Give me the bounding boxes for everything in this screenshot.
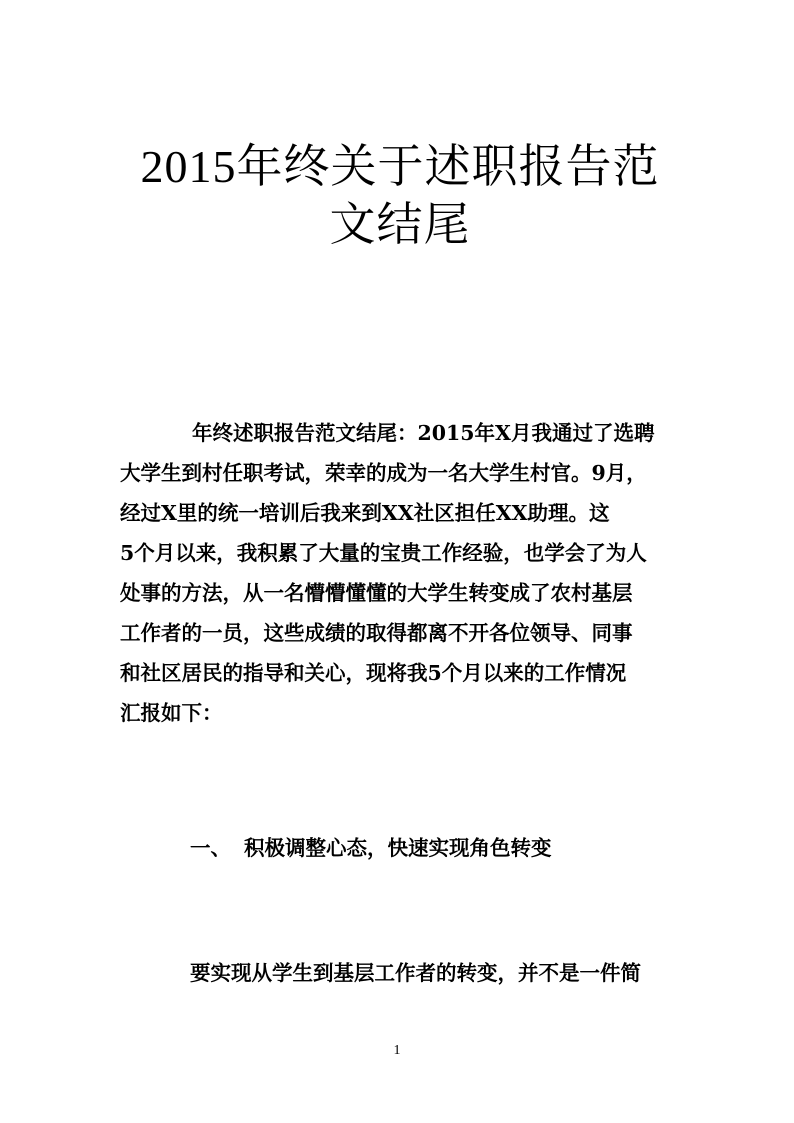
paragraph-line: 年终述职报告范文结尾：2015年X月我通过了选聘 xyxy=(192,421,655,445)
title-line: 2015年终关于述职报告范 xyxy=(140,141,660,192)
paragraph-line: 处事的方法，从一名懵懵懂懂的大学生转变成了农村基层 xyxy=(120,581,633,605)
section-heading-text: 积极调整心态，快速实现角色转变 xyxy=(244,836,552,860)
paragraph-line: 工作者的一员，这些成绩的取得都离不开各位领导、同事 xyxy=(120,621,633,645)
paragraph-line: 大学生到村任职考试，荣幸的成为一名大学生村官。9月， xyxy=(120,461,647,485)
paragraph-line: 5个月以来，我积累了大量的宝贵工作经验，也学会了为人 xyxy=(120,541,647,565)
section-paragraph: 要实现从学生到基层工作者的转变，并不是一件简 xyxy=(190,961,641,985)
paragraph-line: 和社区居民的指导和关心，现将我5个月以来的工作情况 xyxy=(120,661,627,685)
section-heading xyxy=(190,833,552,863)
page-number: 1 xyxy=(393,1043,401,1058)
section-number: 一、 xyxy=(190,836,231,860)
paragraph-line: 汇报如下： xyxy=(120,701,223,725)
document-title xyxy=(100,138,700,254)
title-line: 文结尾 xyxy=(329,199,471,250)
intro-paragraph xyxy=(120,413,676,733)
paragraph-line: 经过X里的统一培训后我来到XX社区担任XX助理。这 xyxy=(120,501,610,525)
